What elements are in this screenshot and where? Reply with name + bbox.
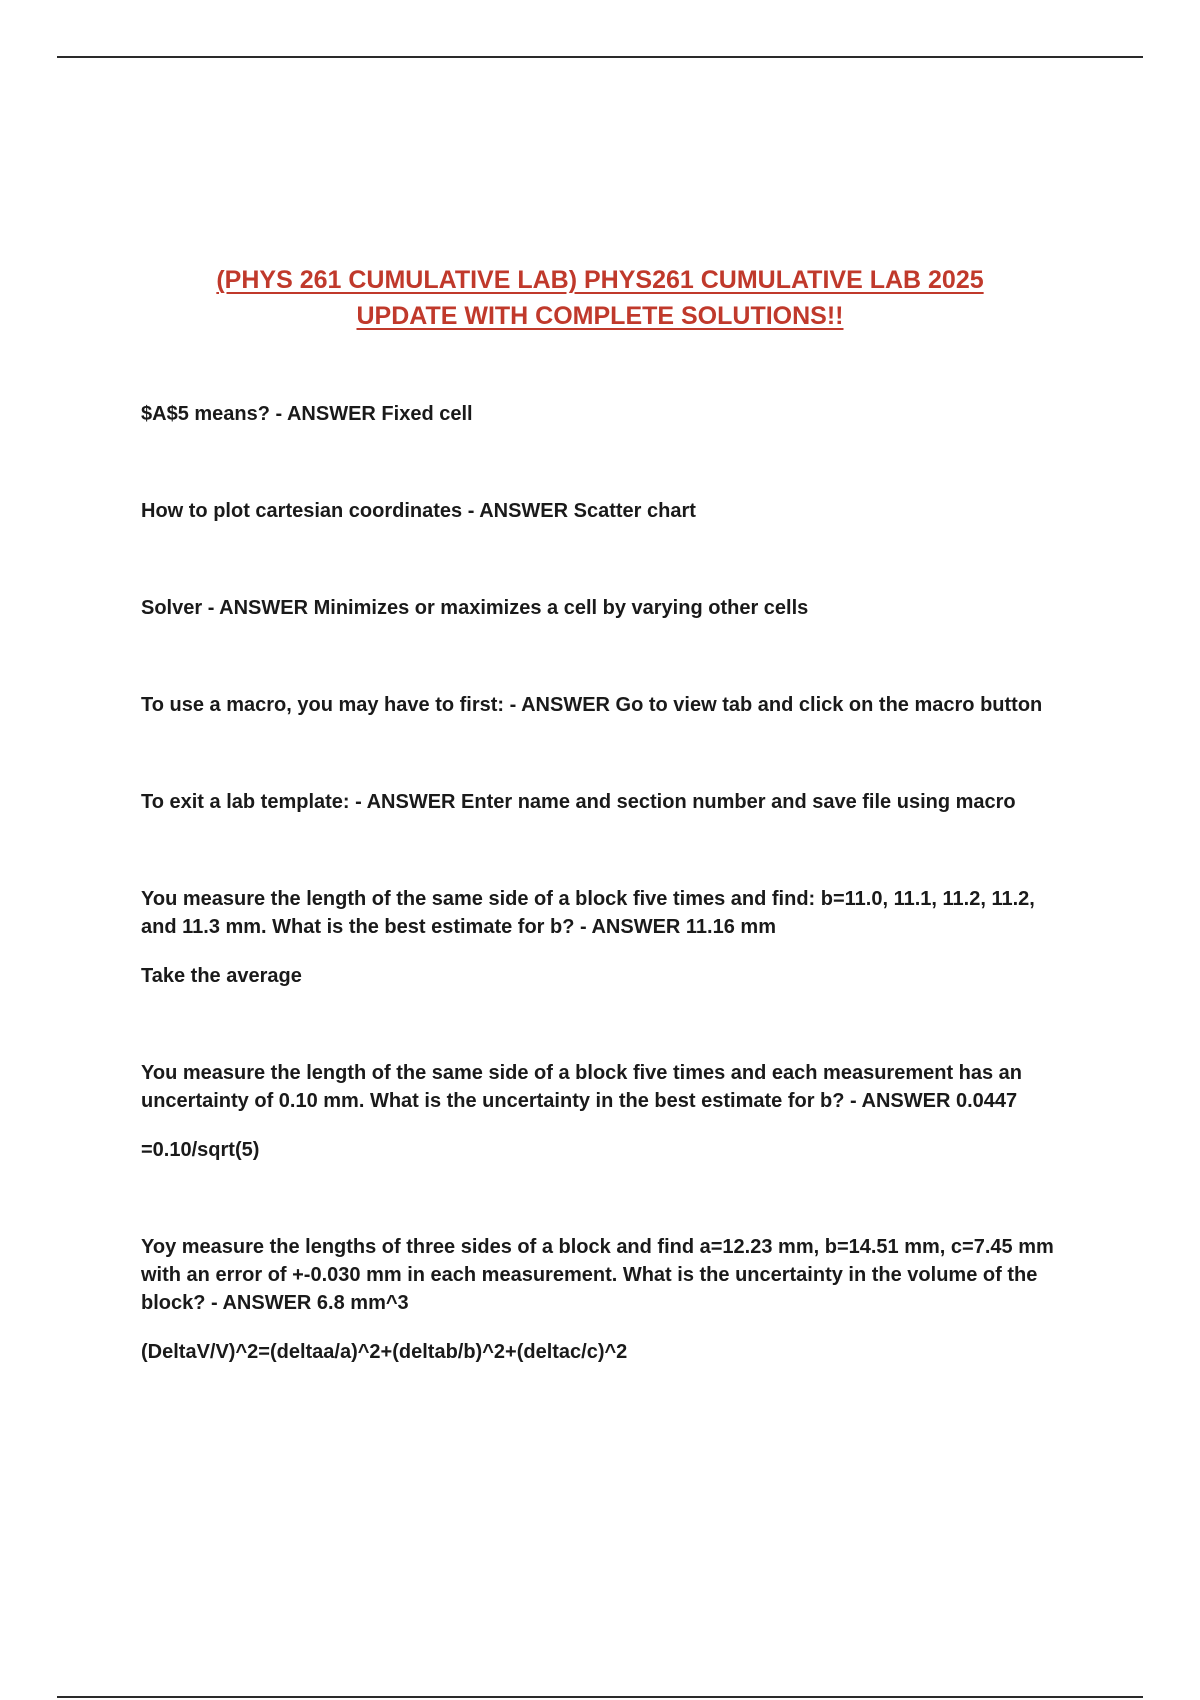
qa-note: Take the average — [141, 965, 302, 987]
qa-item — [141, 691, 1071, 719]
title-line-1: (PHYS 261 CUMULATIVE LAB) PHYS261 CUMULATIVE LAB 2025 — [216, 266, 984, 294]
qa-list — [141, 400, 1071, 1435]
qa-note: =0.10/sqrt(5) — [141, 1139, 260, 1161]
qa-item — [141, 1233, 1071, 1366]
qa-item — [141, 1059, 1071, 1164]
qa-item — [141, 497, 1071, 525]
qa-item — [141, 788, 1071, 816]
qa-item — [141, 885, 1071, 990]
title-line-2: UPDATE WITH COMPLETE SOLUTIONS!! — [356, 302, 844, 330]
qa-text: How to plot cartesian coordinates - ANSWER Scatter chart — [141, 500, 696, 522]
bottom-rule — [57, 1696, 1143, 1698]
qa-text: To use a macro, you may have to first: - ANSWER Go to view tab and click on the macro button — [141, 694, 1043, 716]
qa-text: You measure the length of the same side of a block five times and each measurement has an uncertainty of 0.10 mm. What is the uncertainty in the best estimate for b? - ANSWER 0.0447 — [141, 1062, 1023, 1112]
qa-text: $A$5 means? - ANSWER Fixed cell — [141, 403, 473, 425]
qa-note: (DeltaV/V)^2=(deltaa/a)^2+(deltab/b)^2+(deltac/c)^2 — [141, 1341, 628, 1363]
qa-text: To exit a lab template: - ANSWER Enter name and section number and save file using macro — [141, 791, 1016, 813]
top-rule — [57, 56, 1143, 58]
qa-text: Yoy measure the lengths of three sides of a block and find a=12.23 mm, b=14.51 mm, c=7.45 mm with an error of +-0.030 mm in each measurement. What is the uncertainty in the volume of the block? - ANSWER 6.8 mm^3 — [141, 1236, 1054, 1314]
qa-item — [141, 400, 1071, 428]
qa-item — [141, 594, 1071, 622]
qa-text: You measure the length of the same side of a block five times and find: b=11.0, 11.1, 11.2, 11.2, and 11.3 mm. What is the best estimate for b? - ANSWER 11.16 mm — [141, 888, 1035, 938]
qa-text: Solver - ANSWER Minimizes or maximizes a cell by varying other cells — [141, 597, 809, 619]
document-title — [100, 262, 1100, 334]
